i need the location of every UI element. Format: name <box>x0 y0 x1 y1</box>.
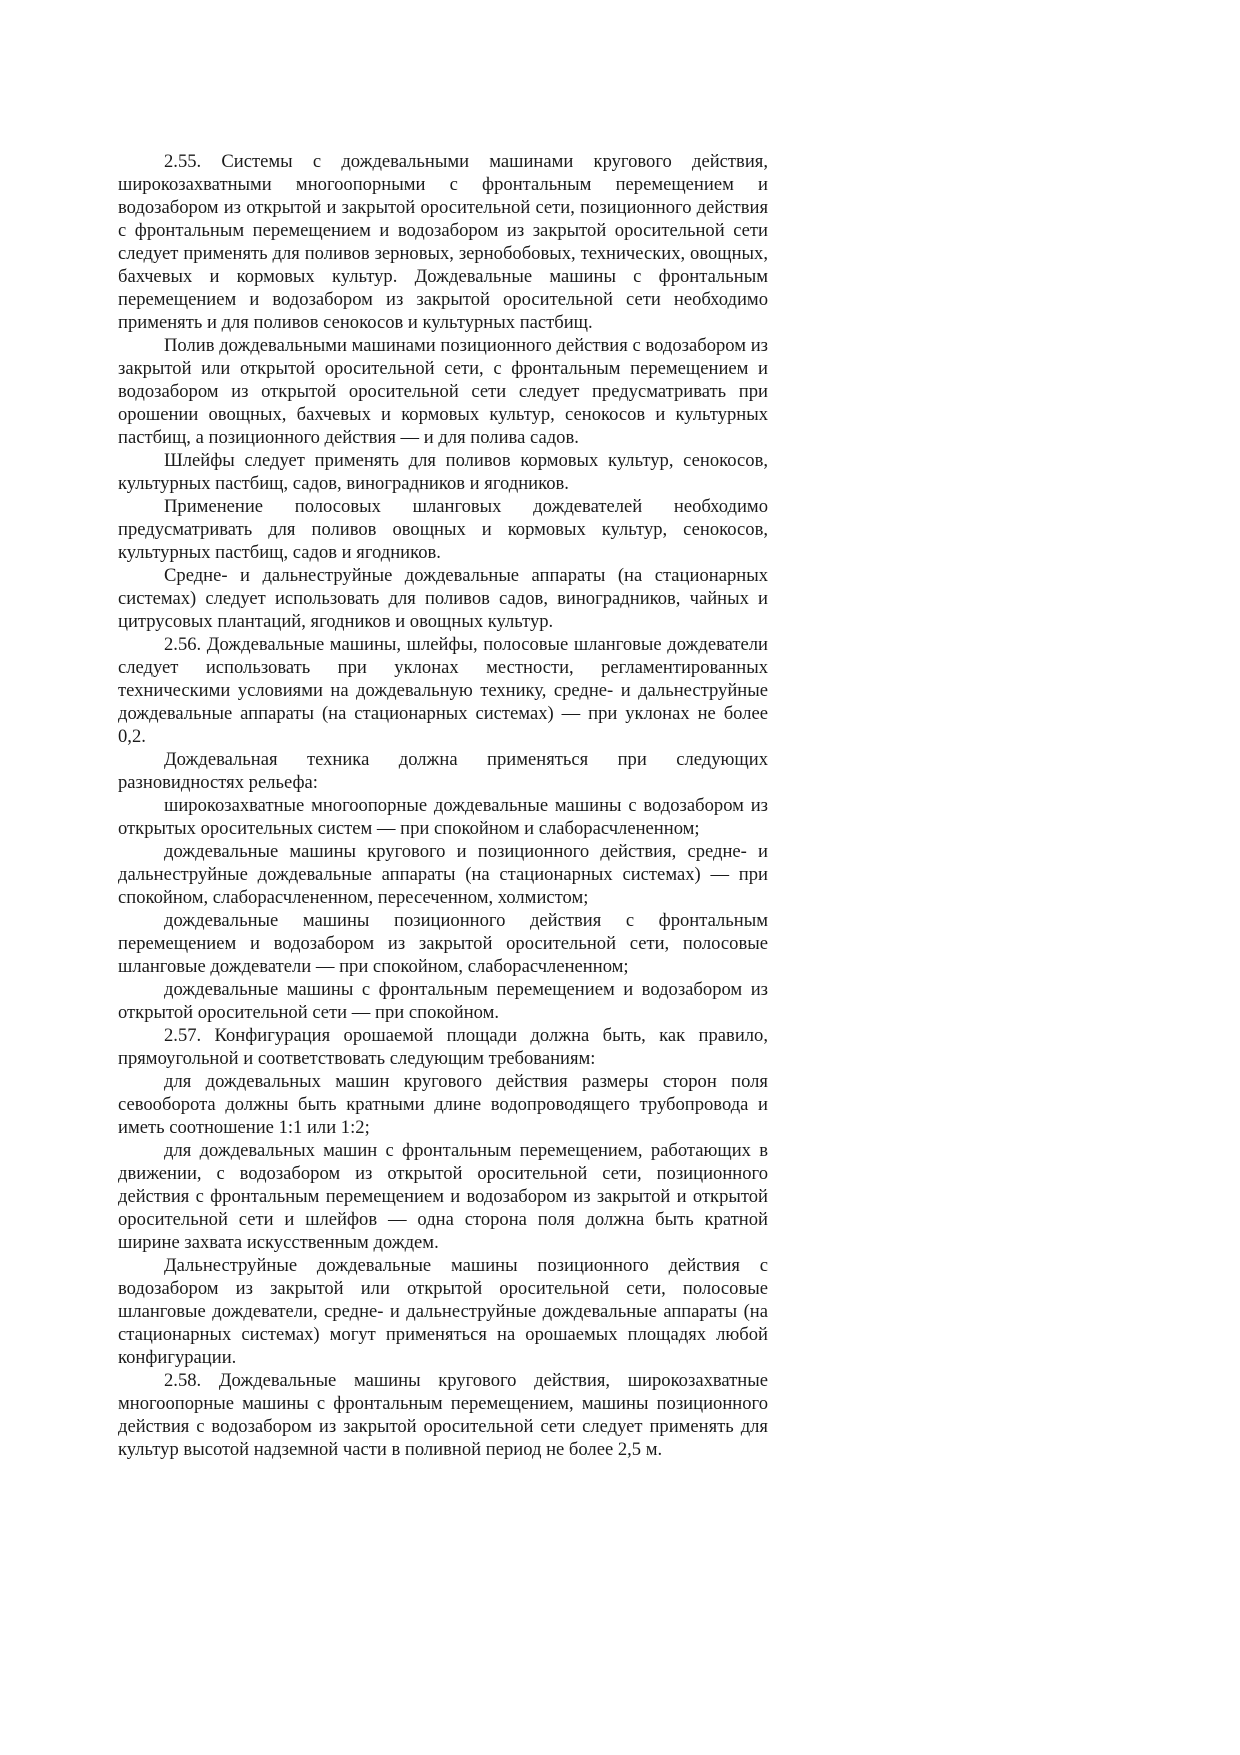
document-body <box>118 150 768 1461</box>
paragraph: Применение полосовых шланговых дождевателей необходимо предусматривать для поливов овощных и кормовых культур, сенокосов, культурных пастбищ, садов и ягодников. <box>118 496 768 563</box>
paragraph-2-57: 2.57. Конфигурация орошаемой площади должна быть, как правило, прямоугольной и соответствовать следующим требованиям: <box>118 1025 768 1069</box>
list-item: для дождевальных машин с фронтальным перемещением, работающих в движении, с водозабором из открытой оросительной сети, позиционного действия с фронтальным перемещением и водозабором из закрытой и открытой оросительной сети и шлейфов — одна сторона поля должна быть кратной ширине захвата искусственным дождем. <box>118 1140 768 1253</box>
paragraph-2-58: 2.58. Дождевальные машины кругового действия, широкозахватные многоопорные машины с фронтальным перемещением, машины позиционного действия с водозабором из закрытой оросительной сети следует применять для культур высотой надземной части в поливной период не более 2,5 м. <box>118 1370 768 1460</box>
paragraph: Дальнеструйные дождевальные машины позиционного действия с водозабором из закрытой или открытой оросительной сети, полосовые шланговые дождеватели, средне- и дальнеструйные дождевальные аппараты (на стационарных системах) могут применяться на орошаемых площадях любой конфигурации. <box>118 1255 768 1368</box>
list-item: широкозахватные многоопорные дождевальные машины с водозабором из открытых оросительных систем — при спокойном и слаборасчлененном; <box>118 795 768 839</box>
paragraph: Средне- и дальнеструйные дождевальные аппараты (на стационарных системах) следует использовать для поливов садов, виноградников, чайных и цитрусовых плантаций, ягодников и овощных культур. <box>118 565 768 632</box>
list-item: для дождевальных машин кругового действия размеры сторон поля севооборота должны быть кратными длине водопроводящего трубопровода и иметь соотношение 1:1 или 1:2; <box>118 1071 768 1138</box>
paragraph-2-55: 2.55. Системы с дождевальными машинами кругового действия, широкозахватными многоопорными с фронтальным перемещением и водозабором из открытой и закрытой оросительной сети, позиционного действия с фронтальным перемещением и водозабором из закрытой оросительной сети следует применять для поливов зерновых, зернобобовых, технических, овощных, бахчевых и кормовых культур. Дождевальные машины с фронтальным перемещением и водозабором из закрытой оросительной сети необходимо применять и для поливов сенокосов и культурных пастбищ. <box>118 151 768 333</box>
paragraph: Дождевальная техника должна применяться при следующих разновидностях рельефа: <box>118 749 768 793</box>
list-item: дождевальные машины позиционного действия с фронтальным перемещением и водозабором из закрытой оросительной сети, полосовые шланговые дождеватели — при спокойном, слаборасчлененном; <box>118 910 768 977</box>
paragraph: Полив дождевальными машинами позиционного действия с водозабором из закрытой или открытой оросительной сети, с фронтальным перемещением и водозабором из открытой оросительной сети следует предусматривать при орошении овощных, бахчевых и кормовых культур, сенокосов и культурных пастбищ, а позиционного действия — и для полива садов. <box>118 335 768 448</box>
paragraph: Шлейфы следует применять для поливов кормовых культур, сенокосов, культурных пастбищ, садов, виноградников и ягодников. <box>118 450 768 494</box>
paragraph-2-56: 2.56. Дождевальные машины, шлейфы, полосовые шланговые дождеватели следует использовать при уклонах местности, регламентированных техническими условиями на дождевальную технику, средне- и дальнеструйные дождевальные аппараты (на стационарных системах) — при уклонах не более 0,2. <box>118 634 768 747</box>
list-item: дождевальные машины с фронтальным перемещением и водозабором из открытой оросительной сети — при спокойном. <box>118 979 768 1023</box>
list-item: дождевальные машины кругового и позиционного действия, средне- и дальнеструйные дождевальные аппараты (на стационарных системах) — при спокойном, слаборасчлененном, пересеченном, холмистом; <box>118 841 768 908</box>
